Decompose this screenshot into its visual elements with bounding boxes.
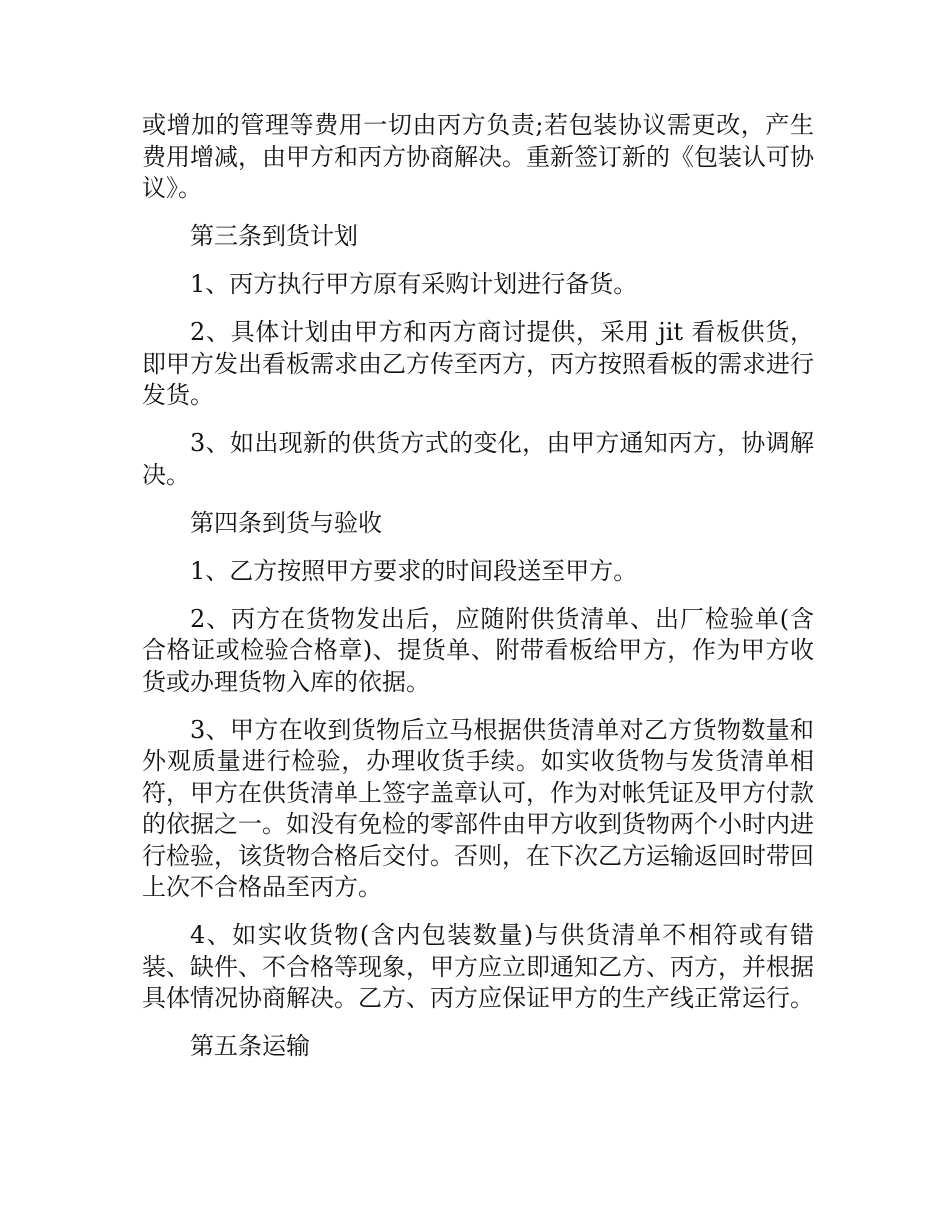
heading-article-3: 第三条到货计划 xyxy=(190,222,358,250)
paragraph: 1、乙方按照甲方要求的时间段送至甲方。 xyxy=(190,556,638,585)
document-page xyxy=(142,110,814,1079)
paragraph: 4、如实收货物(含内包装数量)与供货清单不相符或有错装、缺件、不合格等现象，甲方应立即通知乙方、丙方，并根据具体情况协商解决。乙方、丙方应保证甲方的生产线正常运行。 xyxy=(142,921,814,1012)
paragraph-continuation: 或增加的管理等费用一切由丙方负责;若包装协议需更改，产生费用增减，由甲方和丙方协商解决。重新签订新的《包装认可协议》。 xyxy=(142,111,814,202)
paragraph: 1、丙方执行甲方原有采购计划进行备货。 xyxy=(190,270,638,298)
heading-article-5: 第五条运输 xyxy=(190,1032,310,1060)
paragraph: 2、丙方在货物发出后，应随附供货清单、出厂检验单(含合格证或检验合格章)、提货单、附带看板给甲方，作为甲方收货或办理货物入库的依据。 xyxy=(142,604,814,696)
paragraph: 3、如出现新的供货方式的变化，由甲方通知丙方，协调解决。 xyxy=(142,429,814,489)
paragraph: 3、甲方在收到货物后立马根据供货清单对乙方货物数量和外观质量进行检验，办理收货手续。如实收货物与发货清单相符，甲方在供货清单上签字盖章认可，作为对帐凭证及甲方付款的依据之一。如没有免检的零部件由甲方收到货物两个小时内进行检验，该货物合格后交付。否则，在下次乙方运输返回时带回上次不合格品至丙方。 xyxy=(142,715,814,901)
paragraph: 2、具体计划由甲方和丙方商讨提供，采用 jit 看板供货，即甲方发出看板需求由乙方传至丙方，丙方按照看板的需求进行发货。 xyxy=(142,318,814,409)
heading-article-4: 第四条到货与验收 xyxy=(190,508,382,537)
